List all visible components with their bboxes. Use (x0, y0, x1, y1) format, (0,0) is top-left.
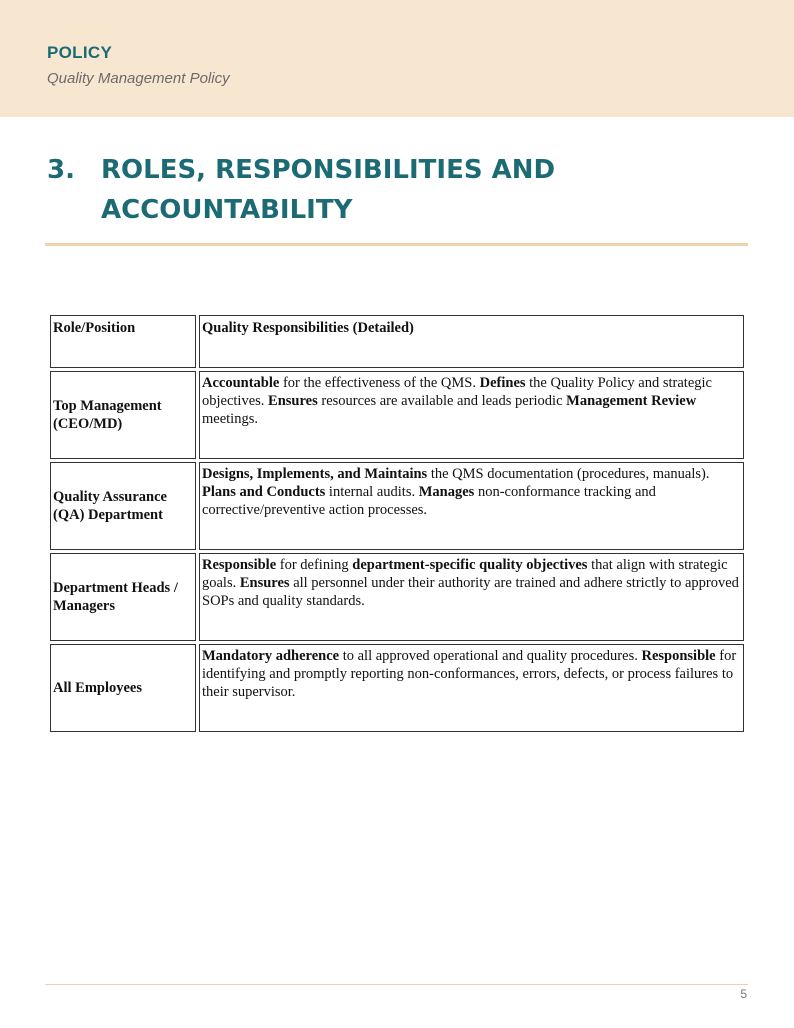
section-title-line2: ACCOUNTABILITY (101, 195, 353, 225)
responsibility-emphasis: department-specific quality objectives (352, 557, 588, 573)
document-subtitle: Quality Management Policy (47, 70, 230, 87)
role-cell: Quality Assurance (QA) Department (50, 462, 196, 550)
responsibility-text: meetings. (202, 411, 258, 427)
table-row (50, 462, 744, 550)
role-cell: Top Management (CEO/MD) (50, 371, 196, 459)
responsibility-text: all personnel under their authority are trained and adhere strictly to approved SOPs and quality standards. (202, 575, 739, 609)
responsibility-text: resources are available and leads periodic (317, 393, 567, 409)
responsibility-emphasis: Accountable (202, 375, 280, 391)
column-header-role: Role/Position (50, 315, 196, 368)
column-header-responsibilities: Quality Responsibilities (Detailed) (199, 315, 744, 368)
roles-responsibilities-table (47, 312, 747, 735)
table-row (50, 644, 744, 732)
header-band (0, 0, 794, 117)
responsibility-text: the Quality Policy and strategic objectives. (202, 375, 712, 409)
responsibility-emphasis: Ensures (239, 575, 290, 591)
responsibility-text: for defining (276, 557, 353, 573)
table-row (50, 371, 744, 459)
document-type-label: POLICY (47, 43, 113, 62)
table-header-row (50, 315, 744, 368)
responsibility-text: for identifying and promptly reporting non-conformances, errors, defects, or process failures to their supervisor. (202, 648, 737, 700)
responsibility-cell (199, 644, 744, 732)
responsibility-emphasis: Designs, Implements, and Maintains (202, 466, 428, 482)
responsibility-cell (199, 371, 744, 459)
role-cell: Department Heads / Managers (50, 553, 196, 641)
responsibility-emphasis: Plans and Conducts (202, 484, 326, 500)
responsibility-text: internal audits. (325, 484, 419, 500)
section-title-line1: ROLES, RESPONSIBILITIES AND (101, 155, 556, 185)
responsibility-cell (199, 462, 744, 550)
responsibility-emphasis: Mandatory adherence (202, 648, 340, 664)
heading-divider (45, 243, 748, 246)
section-heading (47, 150, 747, 230)
responsibility-text: that align with strategic goals. (202, 557, 728, 591)
table-row (50, 553, 744, 641)
page-number: 5 (740, 987, 747, 1001)
responsibility-emphasis: Responsible (202, 557, 277, 573)
responsibility-emphasis: Manages (418, 484, 475, 500)
responsibility-emphasis: Responsible (641, 648, 716, 664)
responsibility-emphasis: Ensures (268, 393, 318, 409)
role-cell: All Employees (50, 644, 196, 732)
responsibility-text: to all approved operational and quality procedures. (339, 648, 642, 664)
responsibility-cell (199, 553, 744, 641)
responsibility-emphasis: Management Review (566, 393, 697, 409)
section-number: 3. (47, 155, 75, 185)
responsibility-text: non-conformance tracking and corrective/preventive action processes. (202, 484, 656, 518)
footer-divider (45, 984, 748, 985)
responsibility-emphasis: Defines (479, 375, 526, 391)
responsibility-text: for the effectiveness of the QMS. (279, 375, 480, 391)
responsibility-text: the QMS documentation (procedures, manuals). (427, 466, 710, 482)
